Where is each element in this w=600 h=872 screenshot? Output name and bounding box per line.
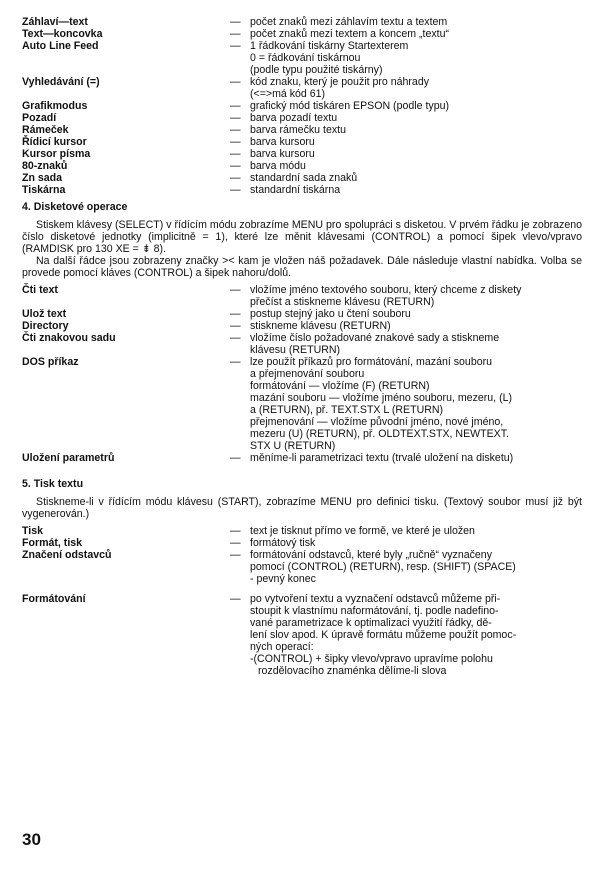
list-item: Directory — stiskneme klávesu (RETURN)	[22, 320, 391, 332]
paragraph: Stiskneme-li v řídícím módu klávesu (START), zobrazíme MENU pro definici tisku. (Textový soubor musí již být vygenerován.)	[22, 496, 582, 520]
term: Formát, tisk	[22, 537, 83, 549]
list-item: Rámeček — barva rámečku textu	[22, 124, 346, 136]
term: Záhlaví—text	[22, 16, 88, 28]
section-heading: 4. Disketové operace	[22, 201, 128, 213]
list-item: DOS příkaz — lze použít příkazů pro formátování, mazání souboru	[22, 356, 493, 368]
paragraph: Na další řádce jsou zobrazeny značky >< kam je vložen náš požadavek. Dále následuje vlastní nabídka. Volba se provede pomocí kláves (CONTROL) a šipek nahoru/dolů.	[22, 255, 582, 279]
term: Rámeček	[22, 124, 69, 136]
list-item: Grafikmodus — grafický mód tiskáren EPSON (podle typu)	[22, 100, 450, 112]
list-item: Pozadí — barva pozadí textu	[22, 112, 338, 124]
term: Tiskárna	[22, 184, 66, 196]
term: Vyhledávání (=)	[22, 76, 100, 88]
list-item: Vyhledávání (=) — kód znaku, který je použit pro náhrady	[22, 76, 430, 88]
term: Pozadí	[22, 112, 57, 124]
list-item: Formátování — po vytvoření textu a vyznačení odstavců můžeme při-	[22, 593, 501, 605]
term: Řídicí kursor	[22, 136, 87, 148]
term: Značení odstavců	[22, 549, 112, 561]
list-item: Zn sada — standardní sada znaků	[22, 172, 358, 184]
term: Zn sada	[22, 172, 63, 184]
disk-menu-list: Čti text — vložíme jméno textového souboru, který chceme z diskety přečíst a stiskneme klávesu (RETURN) Ulož text — postup stejný jako u čtení souboru Directory — stiskneme klávesu (RETURN) Čti znakovou sadu — vložíme číslo požadované znakové sady a stiskneme klávesu (RETURN) DOS příkaz — lze použít příkazů pro formátování, mazání souboru a přejmenování souboru formátování — vložíme (F) (RETURN) mazání souboru — vložíme jméno souboru, mezeru, (L) a (RETURN), př. TEXT.STX L (RETURN) přejmenování — vložíme původní jméno, nové jméno, mezeru (U) (RETURN), př. OLDTEXT.STX, NEWTEXT. STX U (RETURN) Uložení parametrů — měníme-li parametrizaci textu (trvalé uložení na disketu)	[22, 284, 582, 464]
term: Uložení parametrů	[22, 452, 115, 464]
settings-list: Záhlaví—text — počet znaků mezi záhlavím textu a textem Text—koncovka — počet znaků mezi textem a koncem „textu“ Auto Line Feed — 1 řádkování tiskárny Startexterem 0 = řádkování tiskárnou (podle typu použité tiskárny) Vyhledávání (=) — kód znaku, který je použit pro náhrady (<=>má kód 61) Grafikmodus — grafický mód tiskáren EPSON (podle typu) Pozadí — barva pozadí textu Rámeček — barva rámečku textu Řídicí kursor — barva kursoru Kursor písma — barva kursoru 80-znaků — barva módu Zn sada — standardní sada znaků Tiskárna — standardní tiskárna	[22, 16, 582, 196]
term: DOS příkaz	[22, 356, 79, 368]
term: Čti text	[22, 284, 58, 296]
term: Auto Line Feed	[22, 40, 99, 52]
print-menu-list: Tisk — text je tisknut přímo ve formě, ve které je uložen Formát, tisk — formátový tisk Značení odstavců — formátování odstavců, které byly „ručně“ vyznačeny pomocí (CONTROL) (RETURN), resp. (SHIFT) (SPACE) - pevný konec Formátování — po vytvoření textu a vyznačení odstavců můžeme při- stoupit k vlastnímu naformátování, tj. podle nadefino- vané parametrizace k optimalizaci využití řádky, dě- lení slov apod. K úpravě formátu můžeme použít pomoc- ných operací: -(CONTROL) + šipky vlevo/vpravo upravíme polohu rozdělovacího znaménka dělíme-li slova	[22, 525, 582, 677]
paragraph: Stiskem klávesy (SELECT) v řídícím módu zobrazíme MENU pro spolupráci s disketou. V prvém řádku je zobrazeno číslo disketové jednotky (implicitně = 1), které lze měnit klávesami (CONTROL) a pomocí šipek vlevo/vpravo (RAMDISK pro 130 XE = ⇟ 8).	[22, 219, 582, 255]
page-content	[22, 16, 582, 677]
list-item: Text—koncovka — počet znaků mezi textem a koncem „textu“	[22, 28, 450, 40]
term: Text—koncovka	[22, 28, 103, 40]
list-item: Značení odstavců — formátování odstavců, které byly „ručně“ vyznačeny	[22, 549, 492, 561]
term: Kursor písma	[22, 148, 91, 160]
list-item: Záhlaví—text — počet znaků mezi záhlavím textu a textem	[22, 16, 448, 28]
list-item: Tisk — text je tisknut přímo ve formě, ve které je uložen	[22, 525, 475, 537]
term: Čti znakovou sadu	[22, 332, 116, 344]
list-item: Kursor písma — barva kursoru	[22, 148, 315, 160]
term: Ulož text	[22, 308, 67, 320]
term: Directory	[22, 320, 69, 332]
section-heading: 5. Tisk textu	[22, 478, 84, 490]
term: Grafikmodus	[22, 100, 88, 112]
list-item: Řídicí kursor — barva kursoru	[22, 136, 315, 148]
term: 80-znaků	[22, 160, 68, 172]
list-item: 80-znaků — barva módu	[22, 160, 306, 172]
list-item: Tiskárna — standardní tiskárna	[22, 184, 341, 196]
list-item: Čti znakovou sadu — vložíme číslo požadované znakové sady a stiskneme	[22, 332, 500, 344]
list-item: Auto Line Feed — 1 řádkování tiskárny Startexterem	[22, 40, 409, 52]
page-number: 30	[22, 830, 41, 849]
list-item: Ulož text — postup stejný jako u čtení souboru	[22, 308, 411, 320]
term: Tisk	[22, 525, 44, 537]
term: Formátování	[22, 593, 86, 605]
list-item: Formát, tisk — formátový tisk	[22, 537, 316, 549]
list-item: Uložení parametrů — měníme-li parametrizaci textu (trvalé uložení na disketu)	[22, 452, 514, 464]
list-item: Čti text — vložíme jméno textového souboru, který chceme z diskety	[22, 284, 522, 296]
